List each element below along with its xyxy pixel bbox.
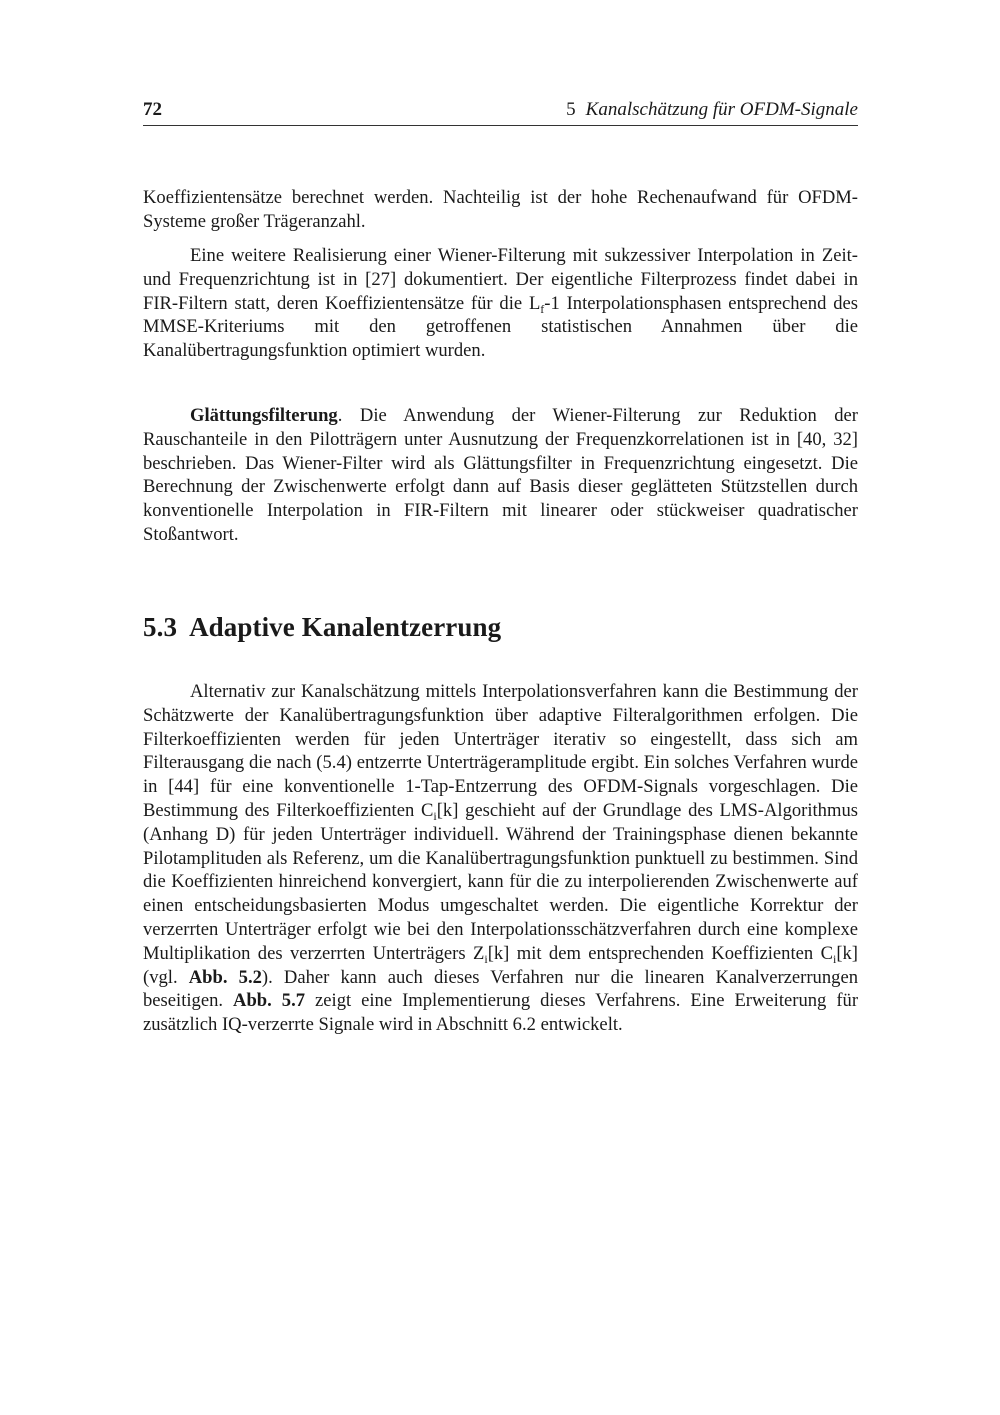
index-k: [k] <box>836 942 858 964</box>
chapter-title: Kanalschätzung für OFDM-Signale <box>585 99 858 120</box>
subscript-f: f <box>540 301 545 316</box>
section-heading <box>143 612 501 643</box>
chapter-number: 5 <box>566 99 576 120</box>
paragraph-text: geschieht auf der Grundlage des LMS-Algorithmus (Anhang D) für jeden Unterträger individuell. Während der Trainingsphase dienen bekannte Pilotamplituden als Referenz, um die Kanalübertragungsfunktion punktuell zu bestimmen. Sind die Koeffizienten hinreichend konvergiert, kann für die zu interpolierenden Zwischenwerte auf einen entscheidungsbasierten Modus umgeschaltet werden. Die eigentliche Korrektur der verzerrten Unterträger erfolgt wie bei den Interpolationsschätzverfahren durch eine komplexe Multiplikation des verzerrten Unterträgers <box>143 799 858 964</box>
paragraph-text: -1 Interpolationsphasen entsprechend des MMSE-Kriteriums mit den getroffenen statistischen Annahmen über die Kanalübertragungsfunktion optimiert wurden. <box>143 292 858 362</box>
figure-reference: Abb. 5.2 <box>188 966 262 988</box>
running-header <box>143 99 858 126</box>
figure-reference: Abb. 5.7 <box>233 990 306 1012</box>
subscript-i: i <box>484 951 488 966</box>
page-number: 72 <box>143 99 162 120</box>
symbol-Z: Z <box>472 942 485 964</box>
symbol-C: C <box>820 942 833 964</box>
paragraph-text: . Die Anwendung der Wiener-Filterung zur Reduktion der Rauschanteile in den Pilotträgern unter Ausnutzung der Frequenzkorrelationen ist in [40, 32] beschrieben. Das Wiener-Filter wird als Glättungsfilter in Frequenzrichtung eingesetzt. Die Berechnung der Zwischenwerte erfolgt dann auf Basis dieser geglätteten Stützstellen durch konventionelle Interpolation in FIR-Filtern mit linearer oder stückweiser quadratischer Stoßantwort. <box>143 405 858 545</box>
run-in-heading: Glättungsfilterung <box>190 405 338 426</box>
paragraph-text: ). Daher kann auch dieses Verfahren nur die linearen Kanalverzerrungen beseitigen. <box>143 966 858 1012</box>
paragraph-continuation: Koeffizientensätze berechnet werden. Nachteilig ist der hohe Rechenaufwand für OFDM-Systeme großer Trägeranzahl. <box>143 187 858 232</box>
chapter-running-title <box>566 99 858 121</box>
paragraph-text: (vgl. <box>143 966 189 988</box>
paragraph-wiener-interpolation <box>143 244 858 363</box>
subscript-i: i <box>433 808 437 823</box>
paragraph-text: Alternativ zur Kanalschätzung mittels Interpolationsverfahren kann die Bestimmung der Schätzwerte der Kanalübertragungsfunktion über adaptive Filteralgorithmen erfolgen. Die Filterkoeffizienten werden für jeden Unterträger iterativ so eingestellt, dass sich am Filterausgang die nach (5.4) entzerrte Unterträgeramplitude ergibt. Ein solches Verfahren wurde in [44] für eine konventionelle 1-Tap-Entzerrung des OFDM-Signals vorgeschlagen. Die Bestimmung des Filterkoeffizienten <box>143 681 858 821</box>
subscript-i: i <box>832 951 837 966</box>
section-title: Adaptive Kanalentzerrung <box>189 612 502 642</box>
paragraph-text: zeigt eine Implementierung dieses Verfahrens. Eine Erweiterung für zusätzlich IQ-verzerrte Signale wird in Abschnitt 6.2 entwickelt. <box>143 990 859 1036</box>
paragraph-text: Eine weitere Realisierung einer Wiener-Filterung mit sukzessiver Interpolation in Zeit- und Frequenzrichtung ist in [27] dokumentiert. Der eigentliche Filterprozess findet dabei in FIR-Filtern statt, deren Koeffizientensätze für die <box>143 245 858 314</box>
symbol-C: C <box>420 799 434 821</box>
paragraph-smoothing-filter <box>143 404 858 547</box>
section-number: 5.3 <box>143 612 178 642</box>
index-k: [k] <box>487 942 510 964</box>
paragraph-adaptive-equalization <box>143 680 858 1037</box>
index-k: [k] <box>436 799 459 821</box>
symbol-L: L <box>528 292 541 314</box>
paragraph-text: mit dem entsprechenden Koeffizienten <box>509 942 821 964</box>
